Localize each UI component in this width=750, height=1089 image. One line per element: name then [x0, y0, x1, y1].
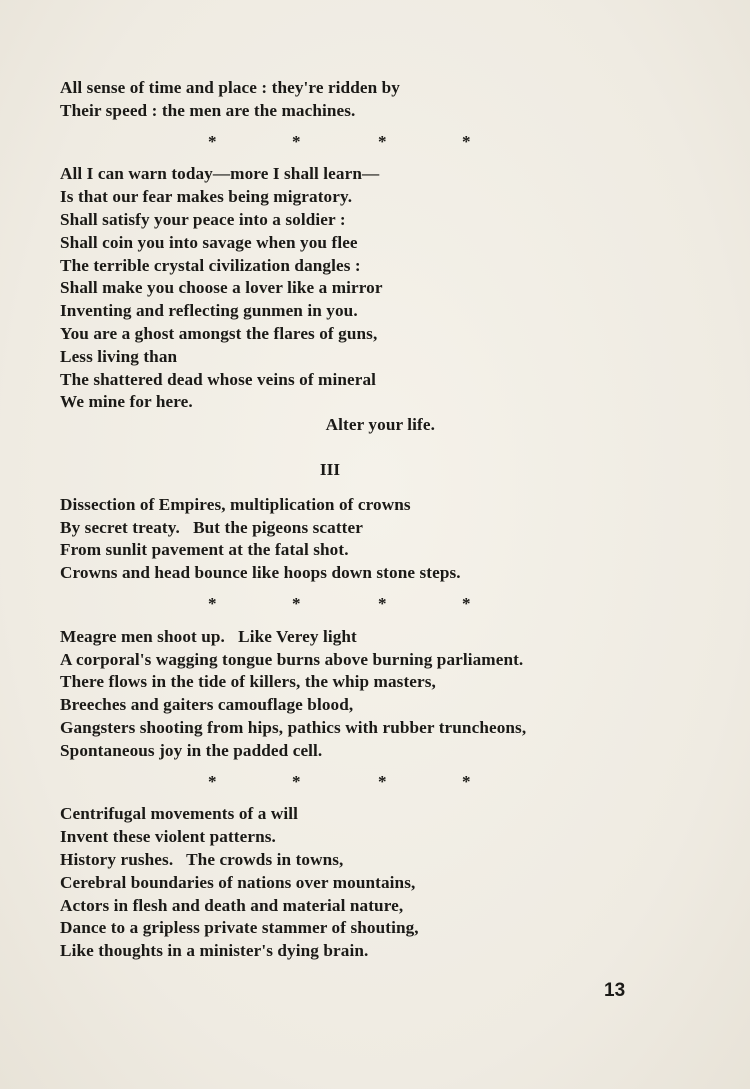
- poem-line: You are a ghost amongst the flares of guns,: [60, 323, 378, 343]
- poem-line: Gangsters shooting from hips, pathics with rubber truncheons,: [60, 717, 527, 737]
- poem-line: There flows in the tide of killers, the whip masters,: [60, 672, 436, 692]
- asterisk: *: [208, 131, 217, 151]
- poem-line: All sense of time and place : they're ridden by: [60, 78, 400, 97]
- asterisk: *: [462, 593, 471, 613]
- asterisk: *: [462, 771, 471, 791]
- stanza-5: [60, 803, 660, 963]
- poem-line: Actors in flesh and death and material nature,: [60, 895, 404, 915]
- poem-line: Inventing and reflecting gunmen in you.: [60, 301, 358, 321]
- poem-line: Crowns and head bounce like hoops down stone steps.: [60, 563, 461, 583]
- stanza-1: [60, 77, 660, 123]
- stanza-4: [60, 626, 660, 763]
- asterisk: *: [378, 771, 387, 791]
- section-heading: III: [319, 459, 341, 479]
- stanza-2: [60, 163, 660, 437]
- asterisk: *: [292, 131, 301, 151]
- poem-line: All I can warn today—more I shall learn—: [60, 164, 380, 184]
- poem-line: Is that our fear makes being migratory.: [60, 187, 353, 207]
- asterisk: *: [292, 771, 301, 791]
- poem-line: Shall coin you into savage when you flee: [60, 232, 358, 252]
- poem-line: Less living than: [60, 346, 178, 366]
- asterisk: *: [378, 593, 387, 613]
- stanza-3: [60, 494, 660, 585]
- asterisk: *: [292, 593, 301, 613]
- asterisk: *: [378, 131, 387, 151]
- asterisk: *: [208, 771, 217, 791]
- poem-line: Shall satisfy your peace into a soldier :: [60, 209, 346, 229]
- poem-line: Cerebral boundaries of nations over mountains,: [60, 872, 416, 892]
- poem-line: Breeches and gaiters camouflage blood,: [60, 695, 354, 715]
- asterisk-divider: [60, 771, 660, 794]
- poem-line: From sunlit pavement at the fatal shot.: [60, 540, 349, 560]
- poem-line: A corporal's wagging tongue burns above burning parliament.: [60, 649, 524, 669]
- poem-line: Invent these violent patterns.: [60, 827, 276, 847]
- poem-line: Dissection of Empires, multiplication of crowns: [60, 494, 411, 514]
- poem-line: Centrifugal movements of a will: [60, 804, 298, 824]
- poem-line: Meagre men shoot up. Like Verey light: [60, 626, 357, 646]
- poem-line-indented: Alter your life.: [325, 415, 435, 435]
- asterisk-divider: [60, 593, 660, 616]
- poem-line: History rushes. The crowds in towns,: [60, 849, 344, 869]
- asterisk: *: [462, 131, 471, 151]
- poem-line: We mine for here.: [60, 392, 193, 412]
- poem-text: [60, 77, 660, 963]
- page-number: 13: [604, 980, 626, 1001]
- asterisk-divider: [60, 131, 660, 154]
- asterisk: *: [208, 593, 217, 613]
- poem-line: By secret treaty. But the pigeons scatter: [60, 517, 363, 537]
- poem-line: Like thoughts in a minister's dying brain.: [60, 941, 369, 961]
- poem-line: The terrible crystal civilization dangles :: [60, 255, 361, 275]
- poem-line: The shattered dead whose veins of mineral: [60, 369, 377, 389]
- poem-line: Dance to a gripless private stammer of shouting,: [60, 918, 419, 938]
- poem-line: Spontaneous joy in the padded cell.: [60, 740, 323, 760]
- poem-line: Their speed : the men are the machines.: [60, 100, 356, 120]
- poem-line: Shall make you choose a lover like a mirror: [60, 278, 383, 298]
